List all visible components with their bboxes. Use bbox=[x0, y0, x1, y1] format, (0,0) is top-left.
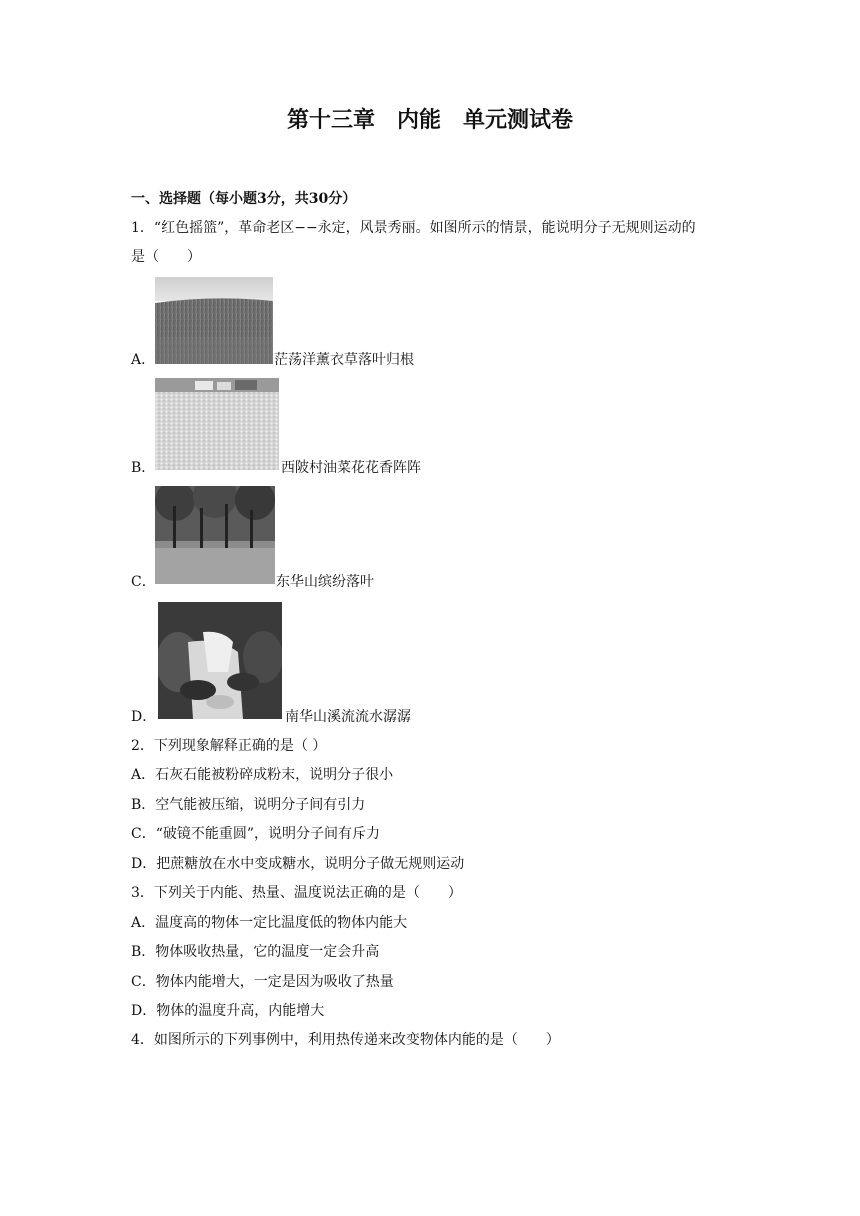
q2-stem: 2．下列现象解释正确的是（ ） bbox=[131, 738, 327, 754]
q1-option-b-text: 西陂村油菜花花香阵阵 bbox=[281, 460, 421, 476]
q1-option-a-text: 茫荡洋薰衣草落叶归根 bbox=[274, 352, 414, 368]
q2-option-b: B．空气能被压缩，说明分子间有引力 bbox=[131, 797, 366, 813]
q4-stem: 4．如图所示的下列事例中，利用热传递来改变物体内能的是（ ） bbox=[131, 1032, 560, 1048]
q1-option-d-text: 南华山溪流流水潺潺 bbox=[285, 709, 411, 725]
q2-option-c: C．“破镜不能重圆”，说明分子间有斥力 bbox=[131, 826, 381, 842]
q3-stem: 3．下列关于内能、热量、温度说法正确的是（ ） bbox=[131, 885, 462, 901]
q1-option-b-letter: B． bbox=[131, 460, 156, 476]
q2-option-a: A．石灰石能被粉碎成粉末，说明分子很小 bbox=[131, 767, 394, 783]
q2-option-d: D．把蔗糖放在水中变成糖水，说明分子做无规则运动 bbox=[131, 856, 465, 872]
fallen-leaves-image bbox=[155, 486, 275, 584]
q1-option-c-text: 东华山缤纷落叶 bbox=[276, 574, 374, 590]
q3-option-a: A．温度高的物体一定比温度低的物体内能大 bbox=[131, 915, 408, 931]
q3-option-c: C．物体内能增大，一定是因为吸收了热量 bbox=[131, 974, 394, 990]
q1-stem-line1: 1．“红色摇篮”，革命老区−−永定，风景秀丽。如图所示的情景，能说明分子无规则运动的 bbox=[131, 220, 696, 236]
section-heading: 一、选择题（每小题3分，共30分） bbox=[131, 191, 357, 207]
rapeseed-field-image bbox=[155, 378, 279, 470]
q1-option-a-letter: A． bbox=[131, 352, 156, 368]
q3-option-d: D．物体的温度升高，内能增大 bbox=[131, 1003, 325, 1019]
lavender-field-image bbox=[155, 277, 273, 364]
q1-option-d-letter: D． bbox=[131, 709, 157, 725]
stream-waterfall-image bbox=[158, 602, 282, 719]
page-title: 第十三章 内能 单元测试卷 bbox=[286, 107, 573, 133]
q3-option-b: B．物体吸收热量，它的温度一定会升高 bbox=[131, 944, 380, 960]
q1-stem-line2: 是（ ） bbox=[131, 249, 201, 265]
q1-option-c-letter: C． bbox=[131, 574, 156, 590]
